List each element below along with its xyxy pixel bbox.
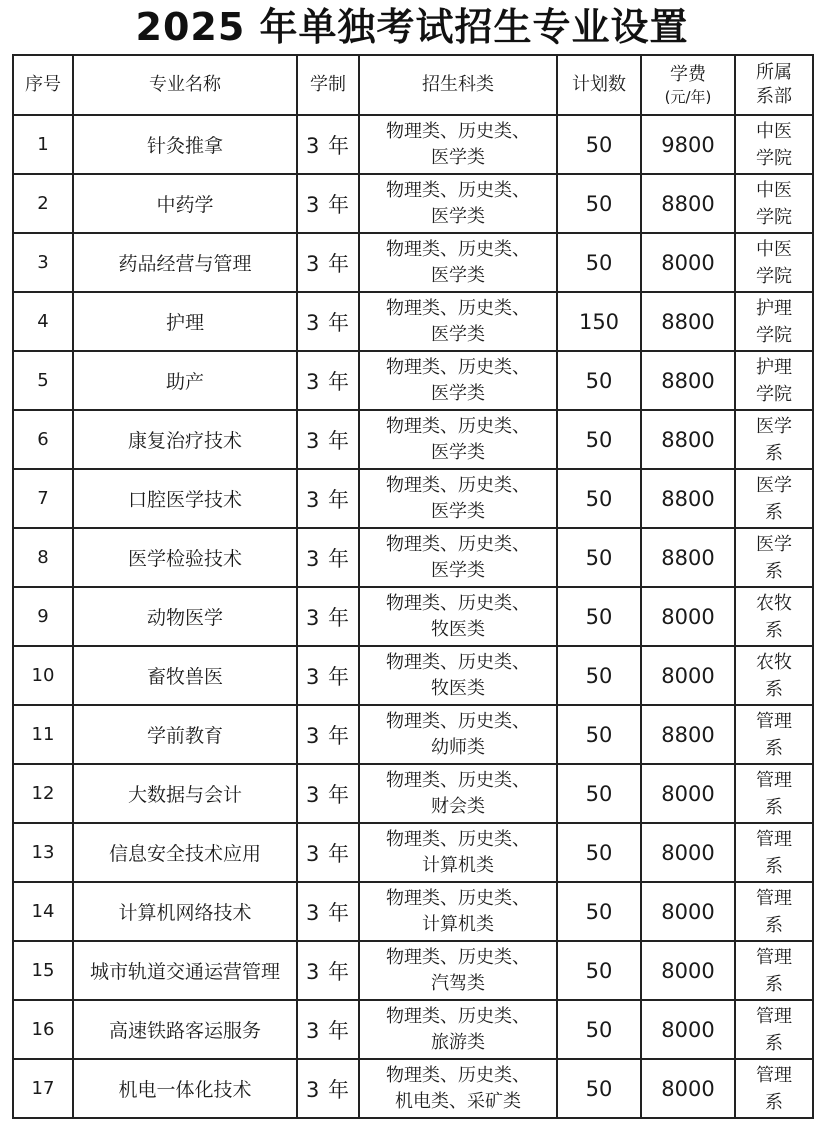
cell-dept [735,941,813,1000]
table-row [13,469,813,528]
cell-duration: 3 年 [297,174,359,233]
page-title: 2025 年单独考试招生专业设置 [135,5,689,49]
cell-no: 12 [13,764,73,823]
subjects-line-1: 物理类、历史类、 [386,887,530,909]
subjects-line-2: 旅游类 [431,1031,485,1053]
cell-subjects [359,469,557,528]
cell-subjects [359,941,557,1000]
subjects-line-1: 物理类、历史类、 [386,474,530,496]
header-dept-label: 所属系部 [756,62,792,107]
header-row [13,55,813,115]
table-row [13,882,813,941]
dept-label: 农牧系 [756,651,792,700]
cell-major-name: 中药学 [73,174,297,233]
cell-subjects [359,823,557,882]
cell-subjects [359,764,557,823]
cell-major-name: 畜牧兽医 [73,646,297,705]
cell-plan: 50 [557,646,641,705]
cell-no: 14 [13,882,73,941]
cell-plan: 50 [557,705,641,764]
cell-fee: 8000 [641,1059,735,1118]
table-header [13,55,813,115]
cell-major-name: 计算机网络技术 [73,882,297,941]
subjects-line-2: 医学类 [431,323,485,345]
cell-major-name: 大数据与会计 [73,764,297,823]
subjects-line-1: 物理类、历史类、 [386,120,530,142]
cell-duration: 3 年 [297,292,359,351]
subjects-line-1: 物理类、历史类、 [386,238,530,260]
dept-label: 管理系 [756,828,792,877]
header-duration: 学制 [297,55,359,115]
cell-duration: 3 年 [297,410,359,469]
cell-major-name: 城市轨道交通运营管理 [73,941,297,1000]
subjects-line-1: 物理类、历史类、 [386,946,530,968]
table-row [13,528,813,587]
cell-fee: 8800 [641,469,735,528]
cell-dept [735,292,813,351]
cell-fee: 8800 [641,292,735,351]
header-fee-unit: (元/年) [664,88,712,106]
cell-plan: 50 [557,233,641,292]
cell-fee: 8800 [641,174,735,233]
subjects-line-2: 牧医类 [431,618,485,640]
cell-subjects [359,292,557,351]
cell-dept [735,1000,813,1059]
dept-label: 医学系 [756,474,792,523]
subjects-line-1: 物理类、历史类、 [386,415,530,437]
cell-fee: 8000 [641,1000,735,1059]
cell-subjects [359,351,557,410]
cell-fee: 8000 [641,233,735,292]
cell-duration: 3 年 [297,823,359,882]
cell-major-name: 康复治疗技术 [73,410,297,469]
cell-plan: 50 [557,410,641,469]
cell-dept [735,351,813,410]
cell-no: 9 [13,587,73,646]
header-subjects: 招生科类 [359,55,557,115]
cell-fee: 8000 [641,823,735,882]
cell-dept [735,882,813,941]
table-row [13,351,813,410]
subjects-line-2: 计算机类 [422,913,494,935]
cell-dept [735,764,813,823]
table-row [13,587,813,646]
subjects-line-1: 物理类、历史类、 [386,710,530,732]
table-row [13,410,813,469]
table-row [13,174,813,233]
dept-label: 医学系 [756,533,792,582]
cell-subjects [359,705,557,764]
header-no: 序号 [13,55,73,115]
cell-subjects [359,646,557,705]
cell-dept [735,646,813,705]
table-row [13,646,813,705]
cell-fee: 8800 [641,410,735,469]
cell-plan: 50 [557,528,641,587]
cell-fee: 8800 [641,705,735,764]
header-plan: 计划数 [557,55,641,115]
dept-label: 管理系 [756,1064,792,1113]
cell-plan: 50 [557,587,641,646]
cell-subjects [359,528,557,587]
cell-no: 7 [13,469,73,528]
cell-no: 11 [13,705,73,764]
cell-duration: 3 年 [297,587,359,646]
table-row [13,823,813,882]
cell-no: 8 [13,528,73,587]
cell-fee: 8800 [641,528,735,587]
cell-fee: 8000 [641,941,735,1000]
cell-subjects [359,1059,557,1118]
cell-plan: 50 [557,882,641,941]
cell-plan: 50 [557,469,641,528]
cell-dept [735,823,813,882]
cell-fee: 8000 [641,764,735,823]
subjects-line-2: 机电类、采矿类 [395,1090,521,1112]
cell-duration: 3 年 [297,646,359,705]
header-fee-label: 学费 [670,64,706,85]
subjects-line-1: 物理类、历史类、 [386,828,530,850]
cell-dept [735,410,813,469]
cell-subjects [359,115,557,174]
cell-duration: 3 年 [297,705,359,764]
subjects-line-1: 物理类、历史类、 [386,356,530,378]
cell-duration: 3 年 [297,351,359,410]
dept-label: 护理学院 [756,356,792,405]
cell-duration: 3 年 [297,764,359,823]
cell-duration: 3 年 [297,941,359,1000]
cell-fee: 8000 [641,646,735,705]
cell-no: 10 [13,646,73,705]
dept-label: 管理系 [756,1005,792,1054]
cell-major-name: 动物医学 [73,587,297,646]
cell-subjects [359,410,557,469]
header-name: 专业名称 [73,55,297,115]
cell-subjects [359,587,557,646]
cell-no: 3 [13,233,73,292]
subjects-line-2: 医学类 [431,146,485,168]
cell-fee: 8000 [641,882,735,941]
subjects-line-1: 物理类、历史类、 [386,1064,530,1086]
subjects-line-1: 物理类、历史类、 [386,533,530,555]
cell-dept [735,587,813,646]
subjects-line-2: 牧医类 [431,677,485,699]
cell-subjects [359,882,557,941]
header-dept [735,55,813,115]
cell-fee: 9800 [641,115,735,174]
table-row [13,1059,813,1118]
cell-dept [735,233,813,292]
cell-duration: 3 年 [297,115,359,174]
cell-duration: 3 年 [297,1059,359,1118]
cell-plan: 50 [557,823,641,882]
majors-table [12,54,814,1119]
subjects-line-2: 医学类 [431,264,485,286]
cell-no: 6 [13,410,73,469]
cell-no: 17 [13,1059,73,1118]
cell-dept [735,705,813,764]
subjects-line-1: 物理类、历史类、 [386,1005,530,1027]
table-row [13,1000,813,1059]
cell-no: 4 [13,292,73,351]
dept-label: 管理系 [756,710,792,759]
cell-subjects [359,1000,557,1059]
cell-major-name: 机电一体化技术 [73,1059,297,1118]
header-fee [641,55,735,115]
cell-subjects [359,174,557,233]
dept-label: 护理学院 [756,297,792,346]
cell-duration: 3 年 [297,882,359,941]
cell-plan: 50 [557,764,641,823]
table-row [13,115,813,174]
subjects-line-1: 物理类、历史类、 [386,297,530,319]
subjects-line-2: 医学类 [431,559,485,581]
cell-duration: 3 年 [297,469,359,528]
table-row [13,764,813,823]
subjects-line-2: 医学类 [431,205,485,227]
cell-no: 2 [13,174,73,233]
cell-major-name: 护理 [73,292,297,351]
subjects-line-2: 计算机类 [422,854,494,876]
cell-no: 15 [13,941,73,1000]
table-row [13,292,813,351]
table-row [13,705,813,764]
cell-dept [735,469,813,528]
cell-major-name: 信息安全技术应用 [73,823,297,882]
cell-plan: 50 [557,1059,641,1118]
cell-dept [735,115,813,174]
cell-major-name: 医学检验技术 [73,528,297,587]
subjects-line-1: 物理类、历史类、 [386,769,530,791]
cell-no: 13 [13,823,73,882]
dept-label: 农牧系 [756,592,792,641]
subjects-line-1: 物理类、历史类、 [386,651,530,673]
subjects-line-1: 物理类、历史类、 [386,179,530,201]
dept-label: 医学系 [756,415,792,464]
table-row [13,233,813,292]
cell-major-name: 口腔医学技术 [73,469,297,528]
dept-label: 管理系 [756,946,792,995]
cell-no: 16 [13,1000,73,1059]
cell-major-name: 针灸推拿 [73,115,297,174]
cell-major-name: 高速铁路客运服务 [73,1000,297,1059]
cell-plan: 50 [557,1000,641,1059]
cell-no: 5 [13,351,73,410]
table-body [13,115,813,1118]
subjects-line-1: 物理类、历史类、 [386,592,530,614]
table-row [13,941,813,1000]
cell-duration: 3 年 [297,1000,359,1059]
subjects-line-2: 汽驾类 [431,972,485,994]
cell-plan: 150 [557,292,641,351]
cell-plan: 50 [557,174,641,233]
cell-major-name: 药品经营与管理 [73,233,297,292]
cell-dept [735,174,813,233]
cell-plan: 50 [557,351,641,410]
dept-label: 中医学院 [756,238,792,287]
dept-label: 管理系 [756,769,792,818]
subjects-line-2: 幼师类 [431,736,485,758]
cell-plan: 50 [557,941,641,1000]
dept-label: 中医学院 [756,120,792,169]
cell-fee: 8800 [641,351,735,410]
cell-no: 1 [13,115,73,174]
cell-major-name: 学前教育 [73,705,297,764]
cell-duration: 3 年 [297,528,359,587]
cell-subjects [359,233,557,292]
cell-fee: 8000 [641,587,735,646]
subjects-line-2: 医学类 [431,500,485,522]
cell-plan: 50 [557,115,641,174]
subjects-line-2: 财会类 [431,795,485,817]
subjects-line-2: 医学类 [431,382,485,404]
cell-duration: 3 年 [297,233,359,292]
subjects-line-2: 医学类 [431,441,485,463]
cell-major-name: 助产 [73,351,297,410]
cell-dept [735,528,813,587]
cell-dept [735,1059,813,1118]
dept-label: 管理系 [756,887,792,936]
dept-label: 中医学院 [756,179,792,228]
